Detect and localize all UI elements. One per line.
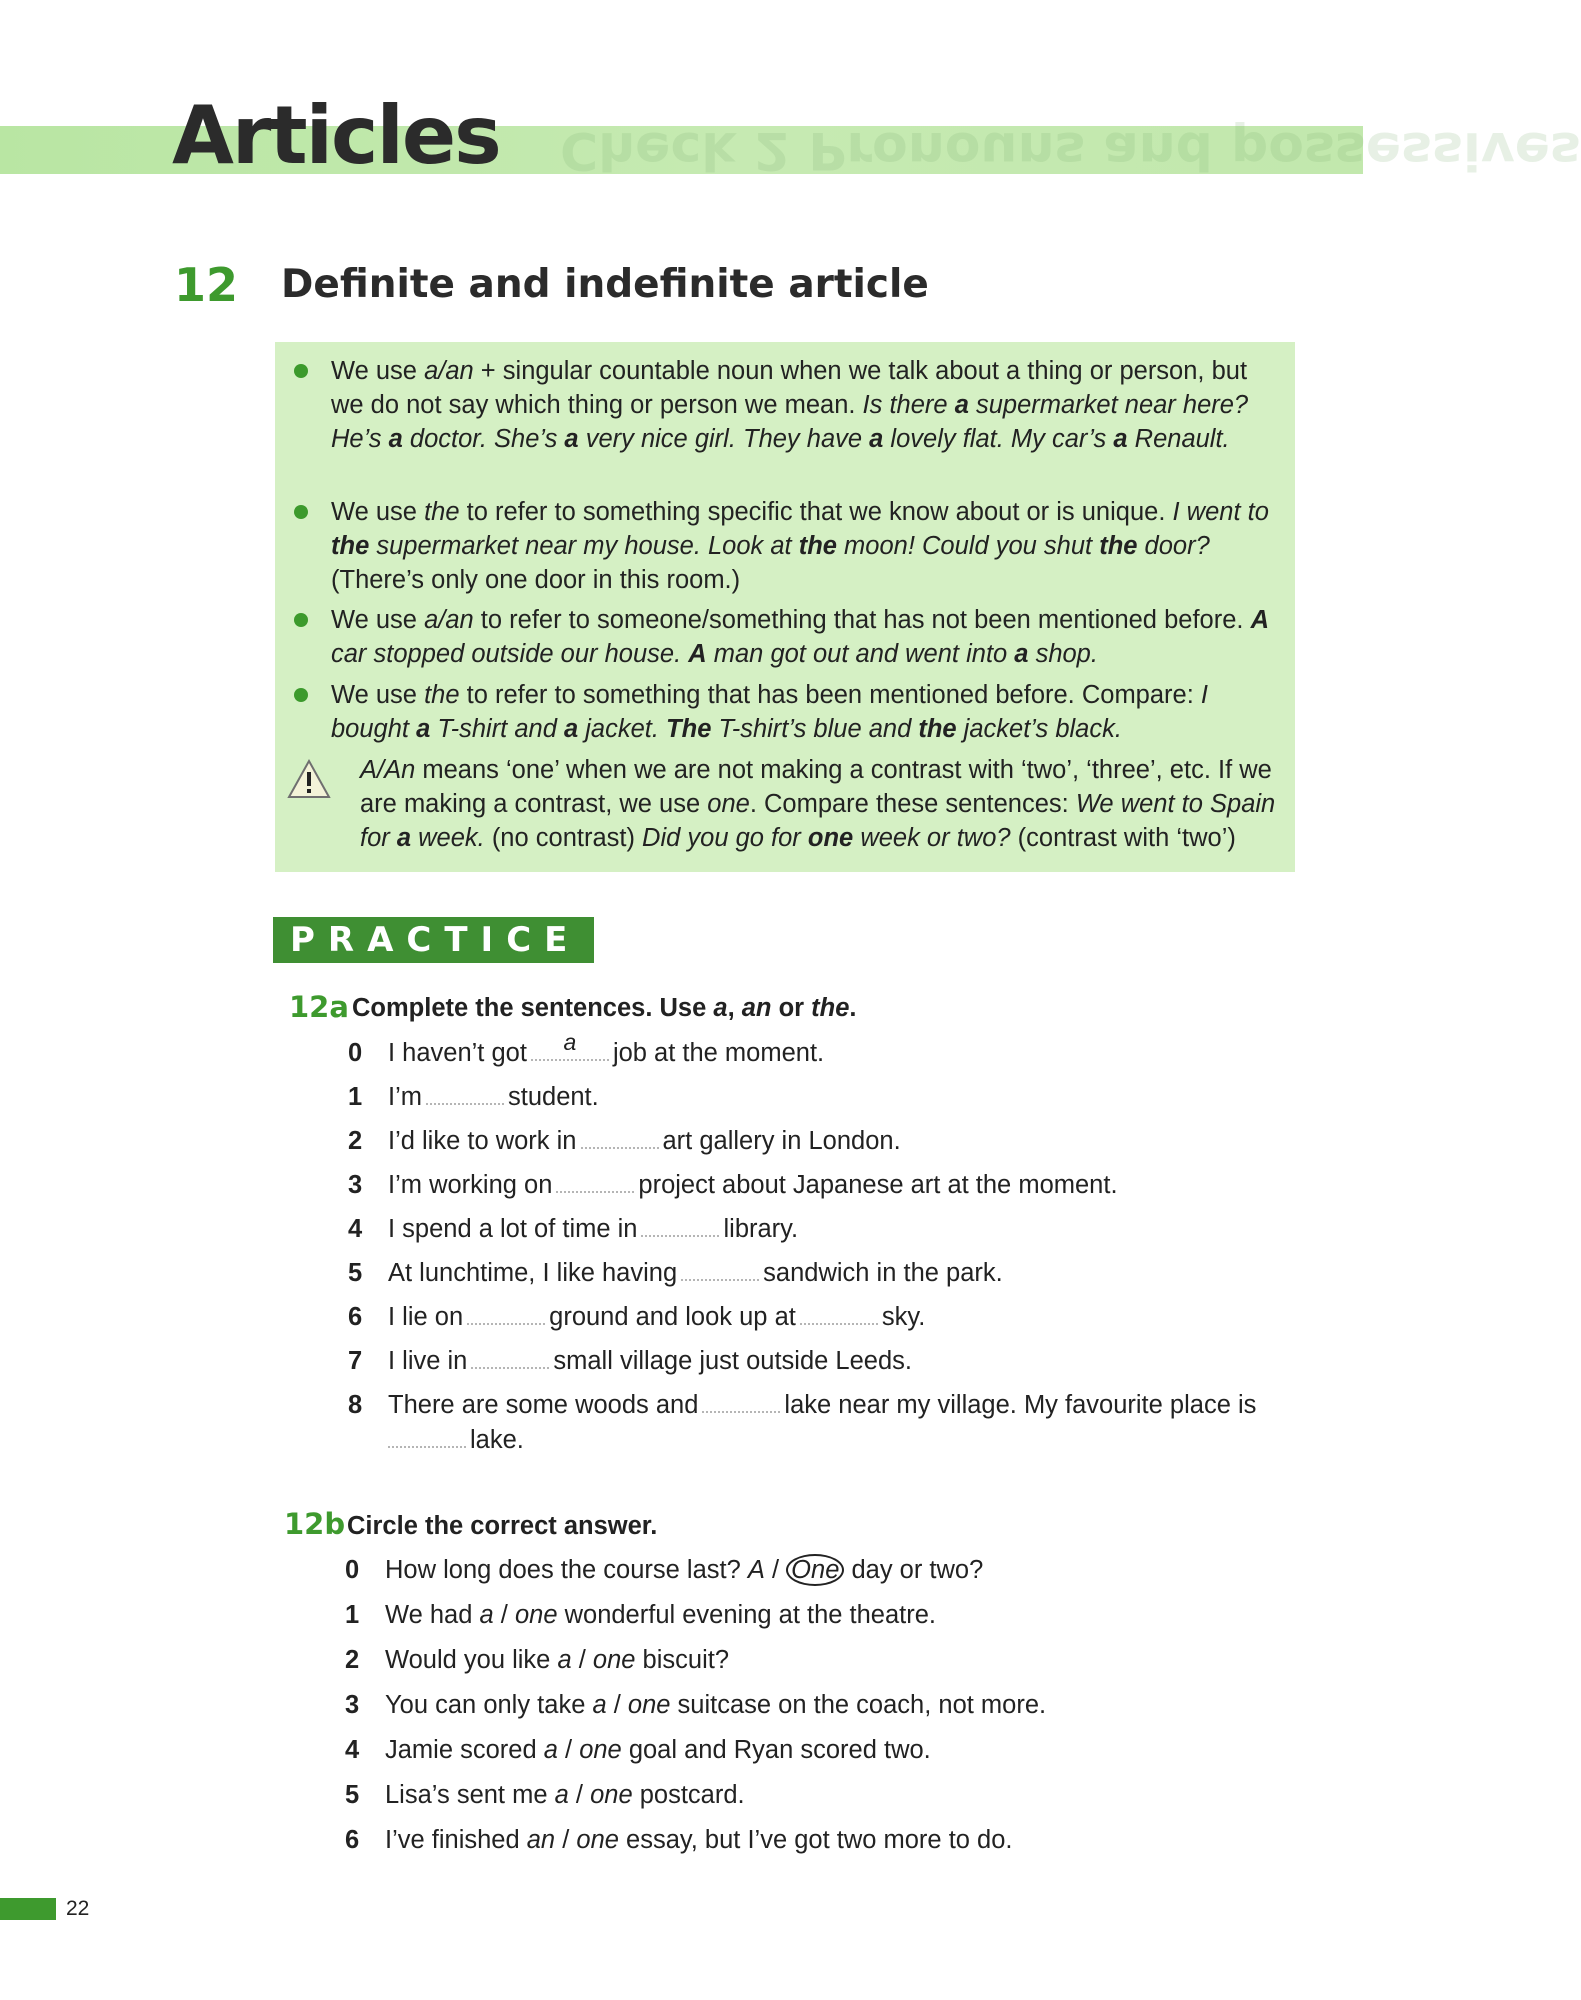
rule-segment: I went to [1172,498,1269,526]
option-2[interactable]: one [514,1601,558,1629]
item-number: 7 [348,1347,363,1375]
item-number: 4 [345,1736,360,1764]
item-text [385,1778,745,1812]
item-number: 2 [345,1646,360,1674]
item-text-part: I lie on [388,1303,464,1331]
rule-segment: supermarket near my house. Look at [369,532,799,560]
option-separator: / [571,1646,593,1674]
item-number: 6 [348,1303,363,1331]
option-1[interactable]: a [543,1736,558,1764]
page-tab [0,1898,56,1920]
rule-segment: T-shirt and [430,715,564,743]
answer-blank[interactable] [531,1029,609,1061]
rule-segment: (contrast with ‘two’) [1010,824,1236,852]
option-2[interactable]: one [576,1826,619,1854]
rule-segment: + singular countable noun when we talk about a thing or person, but we do not say which thing or person we mean. [331,357,1248,419]
rule-segment: very nice girl. They have [578,425,870,453]
item-number: 3 [345,1691,360,1719]
item-text [385,1733,931,1767]
rule-segment: a/an [424,606,474,634]
item-number: 6 [345,1826,360,1854]
rule-segment: A/An [360,756,416,784]
rule-segment: door? [1137,532,1210,560]
option-1[interactable]: a [592,1691,607,1719]
rule-segment: a/an [424,357,474,385]
item-text [388,1300,925,1334]
bullet-icon [294,364,308,378]
rule-segment: a [564,425,579,453]
item-number: 1 [348,1083,363,1111]
item-number: 5 [348,1259,363,1287]
item-number: 2 [348,1127,363,1155]
rule-segment: man got out and went into [706,640,1015,668]
rule-segment: one [807,824,854,852]
item-text-part: lake near my village. My favourite place is [784,1391,1257,1419]
item-text-post: postcard. [632,1781,745,1809]
item-text-part: I live in [388,1347,468,1375]
answer-blank[interactable] [641,1217,719,1237]
exercise-12b-instruction: Circle the correct answer. [347,1512,658,1540]
rules-box [275,342,1295,872]
item-text-pre: Lisa’s sent me [385,1781,555,1809]
rule-segment: a [563,715,579,743]
item-text [385,1688,1046,1722]
item-text-part: small village just outside Leeds. [553,1347,912,1375]
answer-blank[interactable] [702,1393,780,1413]
answer-blank[interactable] [388,1428,466,1448]
rule-segment: (There’s only one door in this room.) [331,566,741,594]
item-text [388,1212,798,1246]
option-separator: / [493,1601,515,1629]
rule-segment: We went to Spain for [360,790,1276,852]
item-text [385,1643,729,1677]
item-text-part: I spend a lot of time in [388,1215,638,1243]
rule-segment: the [798,532,837,560]
rule-segment: supermarket near here? He’s [331,391,1249,453]
rule-text [360,753,1283,855]
item-text-part: lake. [470,1426,524,1454]
option-1[interactable]: a [557,1646,572,1674]
item-text-part: I’m working on [388,1171,553,1199]
option-1[interactable]: a [479,1601,494,1629]
option-separator: / [555,1826,577,1854]
rule-segment: We use [331,681,425,709]
rule-segment: week. [411,824,485,852]
item-text [385,1598,936,1632]
rule-segment: jacket. [578,715,667,743]
item-text [388,1029,825,1070]
rule-segment: a [954,391,969,419]
item-text-pre: Jamie scored [385,1736,544,1764]
rule-segment: lovely flat. My car’s [883,425,1114,453]
item-text [385,1823,1013,1857]
rule-segment: doctor. She’s [402,425,565,453]
rule-segment: a [416,715,431,743]
rule-segment: car stopped outside our house. [331,640,689,668]
item-text-part: At lunchtime, I like having [388,1259,678,1287]
rule-segment: to refer to something specific that we know about or is unique. [459,498,1173,526]
item-text [388,1168,1118,1202]
option-1[interactable]: an [526,1826,556,1854]
rule-segment: Is there [862,391,955,419]
exercise-12a-item-continuation [388,1423,524,1457]
rule-segment: the [918,715,957,743]
item-text-pre: I’ve finished [385,1826,527,1854]
item-number: 0 [348,1039,363,1067]
item-text-part: library. [723,1215,799,1243]
rule-segment: shop. [1028,640,1098,668]
item-number: 1 [345,1601,360,1629]
option-1[interactable]: a [554,1781,569,1809]
exercise-12b-number: 12b [284,1507,346,1541]
item-text-part: job at the moment. [612,1039,825,1067]
option-separator: / [568,1781,591,1809]
option-separator: / [764,1556,787,1584]
bullet-icon [294,613,308,627]
item-text-pre: Would you like [385,1646,558,1674]
rule-segment: A [688,640,707,668]
item-number: 8 [348,1391,363,1419]
item-text [388,1388,1256,1422]
item-text-post: wonderful evening at the theatre. [557,1601,937,1629]
option-2[interactable]: one [592,1646,636,1674]
item-text-post: suitcase on the coach, not more. [670,1691,1047,1719]
item-text-pre: You can only take [385,1691,593,1719]
rule-segment: the [424,681,460,709]
rule-segment: a [869,425,884,453]
rule-segment: a [388,425,403,453]
answer-blank[interactable] [467,1305,545,1325]
item-text-post: essay, but I’ve got two more to do. [618,1826,1013,1854]
chapter-title: Articles [172,89,500,182]
rule-segment: to refer to someone/something that has not been mentioned before. [473,606,1251,634]
item-text [385,1553,983,1587]
item-number: 0 [345,1556,360,1584]
option-1[interactable]: A [747,1556,765,1584]
item-text-part: There are some woods and [388,1391,699,1419]
rule-segment: A [1250,606,1269,634]
rule-segment: to refer to something that has been mentioned before. Compare: [459,681,1201,709]
item-text [388,1344,912,1378]
rule-segment: I bought [331,681,1208,743]
item-text-part: ground and look up at [549,1303,796,1331]
item-text [388,1080,599,1114]
item-number: 4 [348,1215,363,1243]
item-text-part: project about Japanese art at the moment. [638,1171,1118,1199]
exercise-12a-number: 12a [289,990,349,1024]
rule-segment: a [396,824,412,852]
rule-segment: T-shirt’s blue and [711,715,919,743]
warning-icon [287,759,331,799]
option-separator: / [606,1691,628,1719]
rule-segment: . Compare these sentences: [749,790,1076,818]
rule-segment: We use [331,606,425,634]
option-2[interactable]: One [786,1554,844,1586]
answer-blank[interactable] [471,1349,549,1369]
item-text-part: I’d like to work in [388,1127,577,1155]
bullet-icon [294,505,308,519]
rule-segment: a [1014,640,1029,668]
header-ghost-text: Check 2 Pronouns and possessives [560,120,1581,180]
rule-segment: means ‘one’ when we are not making a contrast with ‘two’, ‘three’, etc. If we are making a contrast, we use [360,756,1272,818]
rule-segment: (no contrast) [484,824,643,852]
rule-text [331,354,1283,456]
item-text-part: student. [508,1083,599,1111]
item-text-pre: How long does the course last? [385,1556,748,1584]
rule-segment: a [1113,425,1128,453]
item-text-part: I haven’t got [388,1039,527,1067]
item-text-part: I’m [388,1083,422,1111]
rule-segment: Renault. [1127,425,1230,453]
item-text-post: day or two? [844,1556,984,1584]
item-text-part: sandwich in the park. [763,1259,1003,1287]
rule-segment: week or two? [853,824,1011,852]
option-2[interactable]: one [579,1736,622,1764]
unit-number: 12 [174,258,239,312]
answer-blank[interactable] [426,1085,504,1105]
exercise-12a-instruction: Complete the sentences. Use a, an or the. [352,994,857,1022]
item-text-part: art gallery in London. [662,1127,901,1155]
rule-text [331,603,1283,671]
item-text-post: biscuit? [635,1646,729,1674]
item-text-post: goal and Ryan scored two. [621,1736,931,1764]
rule-segment: the [424,498,460,526]
unit-title: Definite and indefinite article [281,262,929,307]
option-2[interactable]: one [590,1781,633,1809]
item-number: 3 [348,1171,363,1199]
option-separator: / [557,1736,580,1764]
answer-blank[interactable] [681,1261,759,1281]
rule-segment: We use [331,498,425,526]
answer-blank[interactable] [800,1305,878,1325]
item-text-pre: We had [385,1601,480,1629]
rule-segment: Did you go for [642,824,808,852]
rule-segment: The [666,715,712,743]
bullet-icon [294,688,308,702]
rule-segment: moon! Could you shut [836,532,1100,560]
answer-blank[interactable] [581,1129,659,1149]
item-text [388,1256,1003,1290]
example-answer: a [563,1029,577,1055]
rule-segment: the [331,532,370,560]
item-number: 5 [345,1781,360,1809]
practice-banner: PRACTICE [273,917,594,963]
rule-segment: one [707,790,750,818]
rule-text [331,495,1283,597]
page-number: 22 [66,1897,90,1920]
rule-segment: the [1099,532,1138,560]
answer-blank[interactable] [556,1173,634,1193]
item-text-part: sky. [881,1303,926,1331]
item-text [388,1124,901,1158]
rule-text [331,678,1283,746]
rule-segment: We use [331,357,425,385]
option-2[interactable]: one [627,1691,671,1719]
rule-segment: jacket’s black. [956,715,1122,743]
